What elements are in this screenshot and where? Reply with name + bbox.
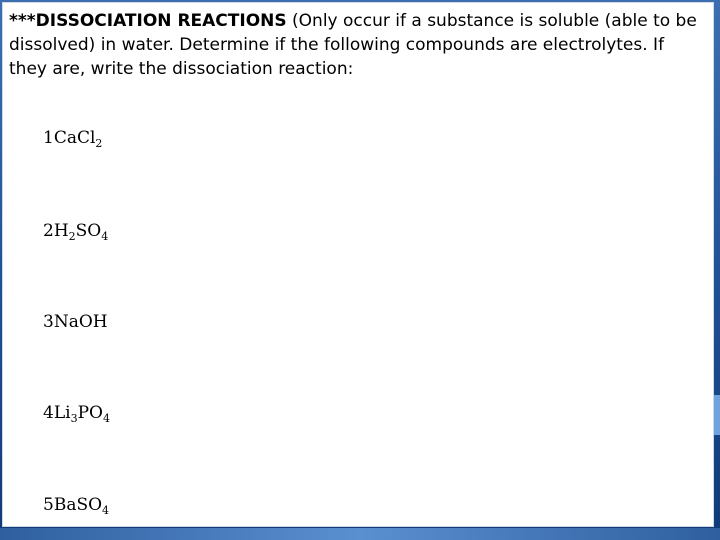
compound-item-4 (43, 403, 110, 423)
formula-symbol: CaCl (53, 128, 96, 148)
compound-number: 5 (43, 495, 54, 515)
compound-formula (54, 403, 110, 423)
formula-symbol: PO (77, 403, 103, 423)
instructions-heading (9, 9, 699, 81)
compound-number: 2 (43, 221, 54, 241)
formula-subscript: 3 (70, 412, 78, 425)
formula-subscript: 4 (102, 504, 110, 517)
right-accent-bar (714, 395, 720, 435)
formula-symbol: NaOH (53, 312, 108, 332)
formula-symbol: BaSO (53, 495, 103, 515)
compound-item-2 (43, 221, 108, 241)
bottom-accent-band (0, 528, 720, 540)
formula-subscript: 4 (102, 412, 110, 425)
compound-item-5 (43, 495, 109, 515)
formula-subscript: 4 (101, 230, 109, 243)
slide-page (2, 2, 714, 527)
compound-formula (54, 312, 108, 332)
compound-number: 1 (43, 128, 54, 148)
compound-number: 3 (43, 312, 54, 332)
formula-subscript: 2 (68, 230, 76, 243)
formula-subscript: 2 (95, 137, 103, 150)
compound-formula (54, 221, 108, 241)
formula-symbol: Li (53, 403, 71, 423)
compound-item-1 (43, 128, 102, 148)
compound-formula (54, 495, 109, 515)
compound-item-3 (43, 312, 108, 332)
compound-number: 4 (43, 403, 54, 423)
heading-instructions: (Only occur if a substance is soluble (able to be dissolved) in water. Determine if the following compounds are electrolytes. If they are, write the dissociation reaction: (9, 11, 697, 79)
formula-symbol: H (53, 221, 69, 241)
heading-title: ***DISSOCIATION REACTIONS (9, 11, 287, 31)
compound-formula (54, 128, 103, 148)
formula-symbol: SO (75, 221, 102, 241)
